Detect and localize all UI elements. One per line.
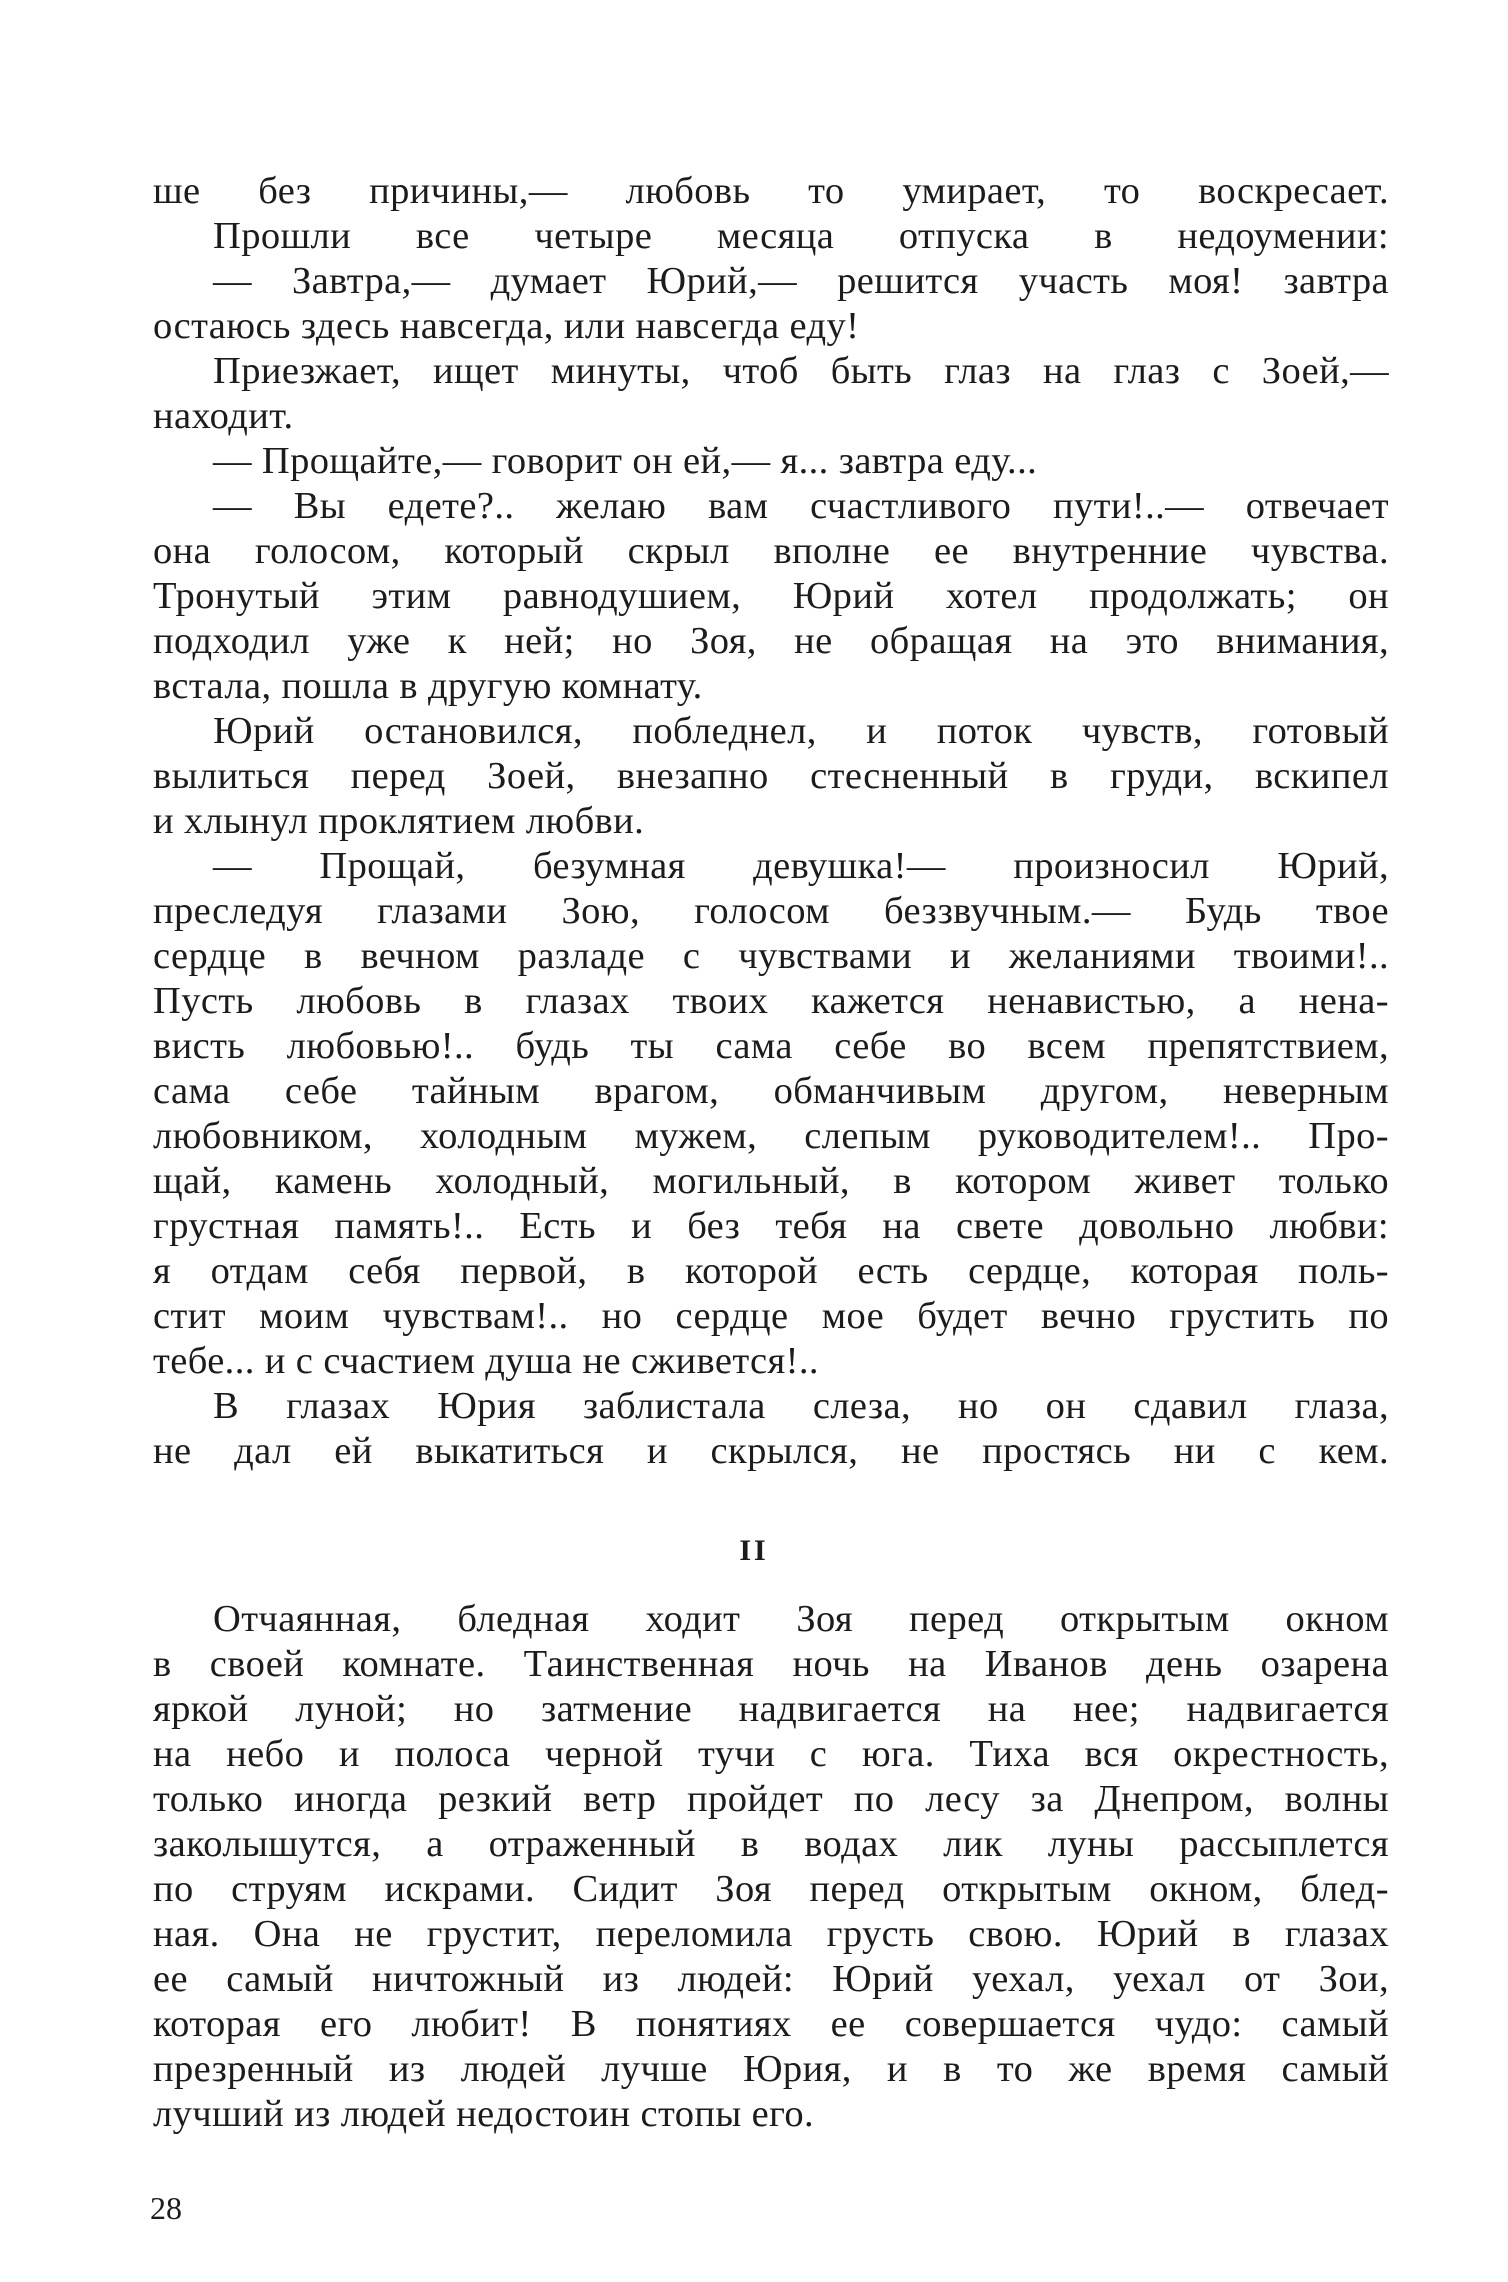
text-line: подходил уже к ней; но Зоя, не обращая на это внимания, [153,620,1389,662]
text-line: Приезжает, ищет минуты, чтоб быть глаз на глаз с Зоей,— [213,350,1389,392]
text-line: я отдам себя первой, в которой есть сердце, которая поль- [153,1250,1389,1292]
text-line: вылиться перед Зоей, внезапно стесненный в груди, вскипел [153,755,1389,797]
text-line: ше без причины,— любовь то умирает, то воскресает. [153,170,1389,212]
text-line: и хлынул проклятием любви. [153,800,645,842]
text-line: находит. [153,395,294,437]
text-line: ее самый ничтожный из людей: Юрий уехал, уехал от Зои, [153,1958,1389,2000]
text-line: Прошли все четыре месяца отпуска в недоумении: [213,215,1389,257]
text-line: тебе... и с счастием душа не сживется!.. [153,1340,819,1382]
section-heading: II [739,1534,769,1567]
text-line: Пусть любовь в глазах твоих кажется ненавистью, а нена- [153,980,1389,1022]
text-line: она голосом, который скрыл вполне ее внутренние чувства. [153,530,1389,572]
text-line: сама себе тайным врагом, обманчивым другом, неверным [153,1070,1389,1112]
page-number: 28 [150,2190,182,2226]
text-line: В глазах Юрия заблистала слеза, но он сдавил глаза, [213,1385,1389,1427]
text-line: преследуя глазами Зою, голосом беззвучным.— Будь твое [153,890,1389,932]
text-line: в своей комнате. Таинственная ночь на Иванов день озарена [153,1643,1389,1685]
text-line: — Прощай, безумная девушка!— произносил Юрий, [213,845,1389,887]
text-line: стит моим чувствам!.. но сердце мое будет вечно грустить по [153,1295,1389,1337]
text-line: встала, пошла в другую комнату. [153,665,703,707]
text-line: по струям искрами. Сидит Зоя перед открытым окном, блед- [153,1868,1389,1910]
text-line: лучший из людей недостоин стопы его. [153,2093,815,2135]
text-line: заколышутся, а отраженный в водах лик луны рассыплется [153,1823,1389,1865]
text-line: грустная память!.. Есть и без тебя на свете довольно любви: [153,1205,1389,1247]
text-line: любовником, холодным мужем, слепым руководителем!.. Про- [153,1115,1389,1157]
text-line: только иногда резкий ветр пройдет по лесу за Днепром, волны [153,1778,1389,1820]
text-line: остаюсь здесь навсегда, или навсегда еду! [153,305,860,347]
text-line: Юрий остановился, побледнел, и поток чувств, готовый [213,710,1389,752]
text-line: щай, камень холодный, могильный, в котором живет только [153,1160,1389,1202]
text-line: Отчаянная, бледная ходит Зоя перед открытым окном [213,1598,1389,1640]
text-line: — Завтра,— думает Юрий,— решится участь моя! завтра [213,260,1389,302]
text-line: не дал ей выкатиться и скрылся, не простясь ни с кем. [153,1430,1389,1472]
text-line: яркой луной; но затмение надвигается на нее; надвигается [153,1688,1389,1730]
text-line: которая его любит! В понятиях ее совершается чудо: самый [153,2003,1389,2045]
text-line: — Прощайте,— говорит он ей,— я... завтра еду... [213,440,1038,482]
text-line: — Вы едете?.. желаю вам счастливого пути!..— отвечает [213,485,1389,527]
text-line: на небо и полоса черной тучи с юга. Тиха вся окрестность, [153,1733,1389,1775]
text-line: презренный из людей лучше Юрия, и в то же время самый [153,2048,1389,2090]
text-line: сердце в вечном разладе с чувствами и желаниями твоими!.. [153,935,1389,977]
text-line: Тронутый этим равнодушием, Юрий хотел продолжать; он [153,575,1389,617]
text-line: ная. Она не грустит, переломила грусть свою. Юрий в глазах [153,1913,1389,1955]
text-line: висть любовью!.. будь ты сама себе во всем препятствием, [153,1025,1389,1067]
